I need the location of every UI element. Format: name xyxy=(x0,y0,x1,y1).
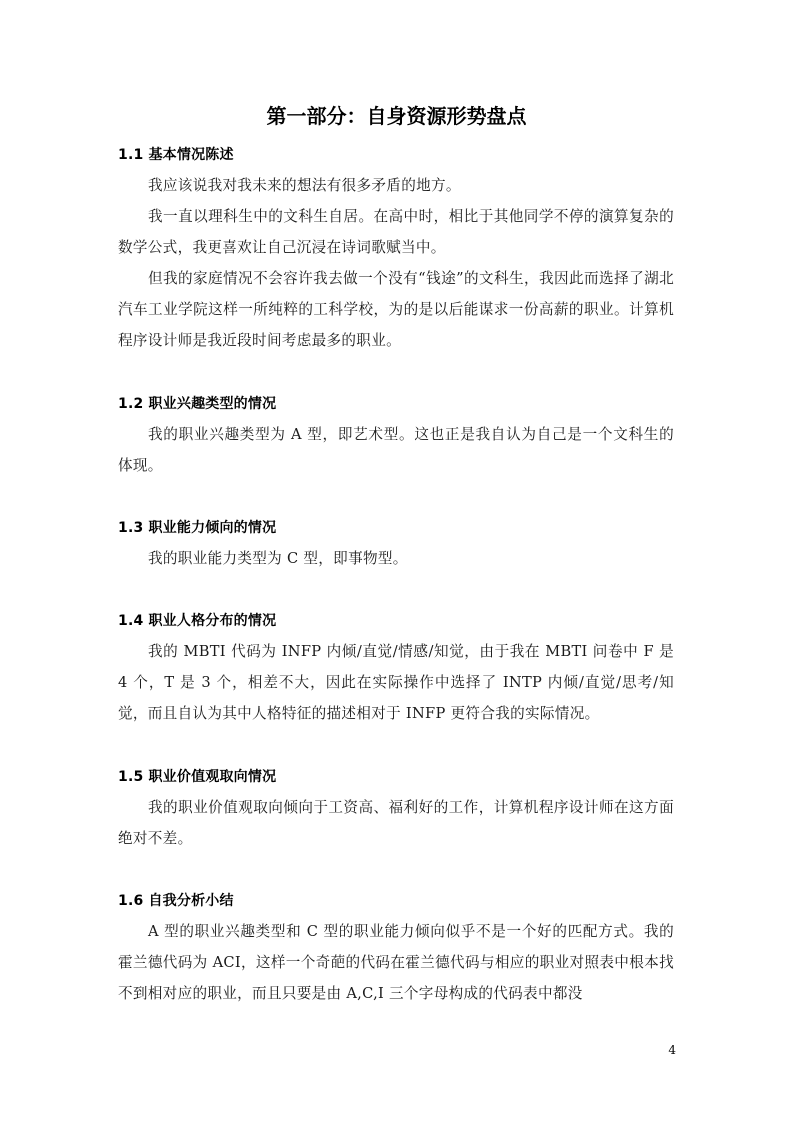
paragraph-1-1-b: 我一直以理科生中的文科生自居。在高中时，相比于其他同学不停的演算复杂的数学公式，我更喜欢让自己沉浸在诗词歌赋当中。 xyxy=(118,208,674,256)
paragraph-1-6: A 型的职业兴趣类型和 C 型的职业能力倾向似乎不是一个好的匹配方式。我的霍兰德代码为 ACI，这样一个奇葩的代码在霍兰德代码与相应的职业对照表中根本找不到相对应的职业，而且只要是由 A,C,I 三个字母构成的代码表中都没 xyxy=(118,923,674,1002)
section-heading-1-2: 1.2 职业兴趣类型的情况 xyxy=(118,396,277,412)
section-heading-1-1: 1.1 基本情况陈述 xyxy=(118,147,234,163)
page-title: 第一部分：自身资源形势盘点 xyxy=(266,104,527,128)
section-heading-1-5: 1.5 职业价值观取向情况 xyxy=(118,769,277,785)
paragraph-1-5: 我的职业价值观取向倾向于工资高、福利好的工作，计算机程序设计师在这方面绝对不差。 xyxy=(118,799,674,847)
section-heading-1-6: 1.6 自我分析小结 xyxy=(118,893,234,909)
page-number: 4 xyxy=(668,1043,676,1057)
section-heading-1-4: 1.4 职业人格分布的情况 xyxy=(118,613,277,629)
paragraph-1-4: 我的 MBTI 代码为 INFP 内倾/直觉/情感/知觉，由于我在 MBTI 问卷中 F 是 4 个，T 是 3 个，相差不大，因此在实际操作中选择了 INTP 内倾/直觉/思考/知觉，而且自认为其中人格特征的描述相对于 INFP 更符合我的实际情况。 xyxy=(118,643,674,722)
section-heading-1-3: 1.3 职业能力倾向的情况 xyxy=(118,520,277,536)
paragraph-1-2: 我的职业兴趣类型为 A 型，即艺术型。这也正是我自认为自己是一个文科生的体现。 xyxy=(118,426,674,474)
paragraph-1-1-a: 我应该说我对我未来的想法有很多矛盾的地方。 xyxy=(148,177,461,194)
paragraph-1-3: 我的职业能力类型为 C 型，即事物型。 xyxy=(148,550,408,567)
paragraph-1-1-c: 但我的家庭情况不会容许我去做一个没有“钱途”的文科生，我因此而选择了湖北汽车工业学院这样一所纯粹的工科学校，为的是以后能谋求一份高薪的职业。计算机程序设计师是我近段时间考虑最多的职业。 xyxy=(118,270,674,349)
